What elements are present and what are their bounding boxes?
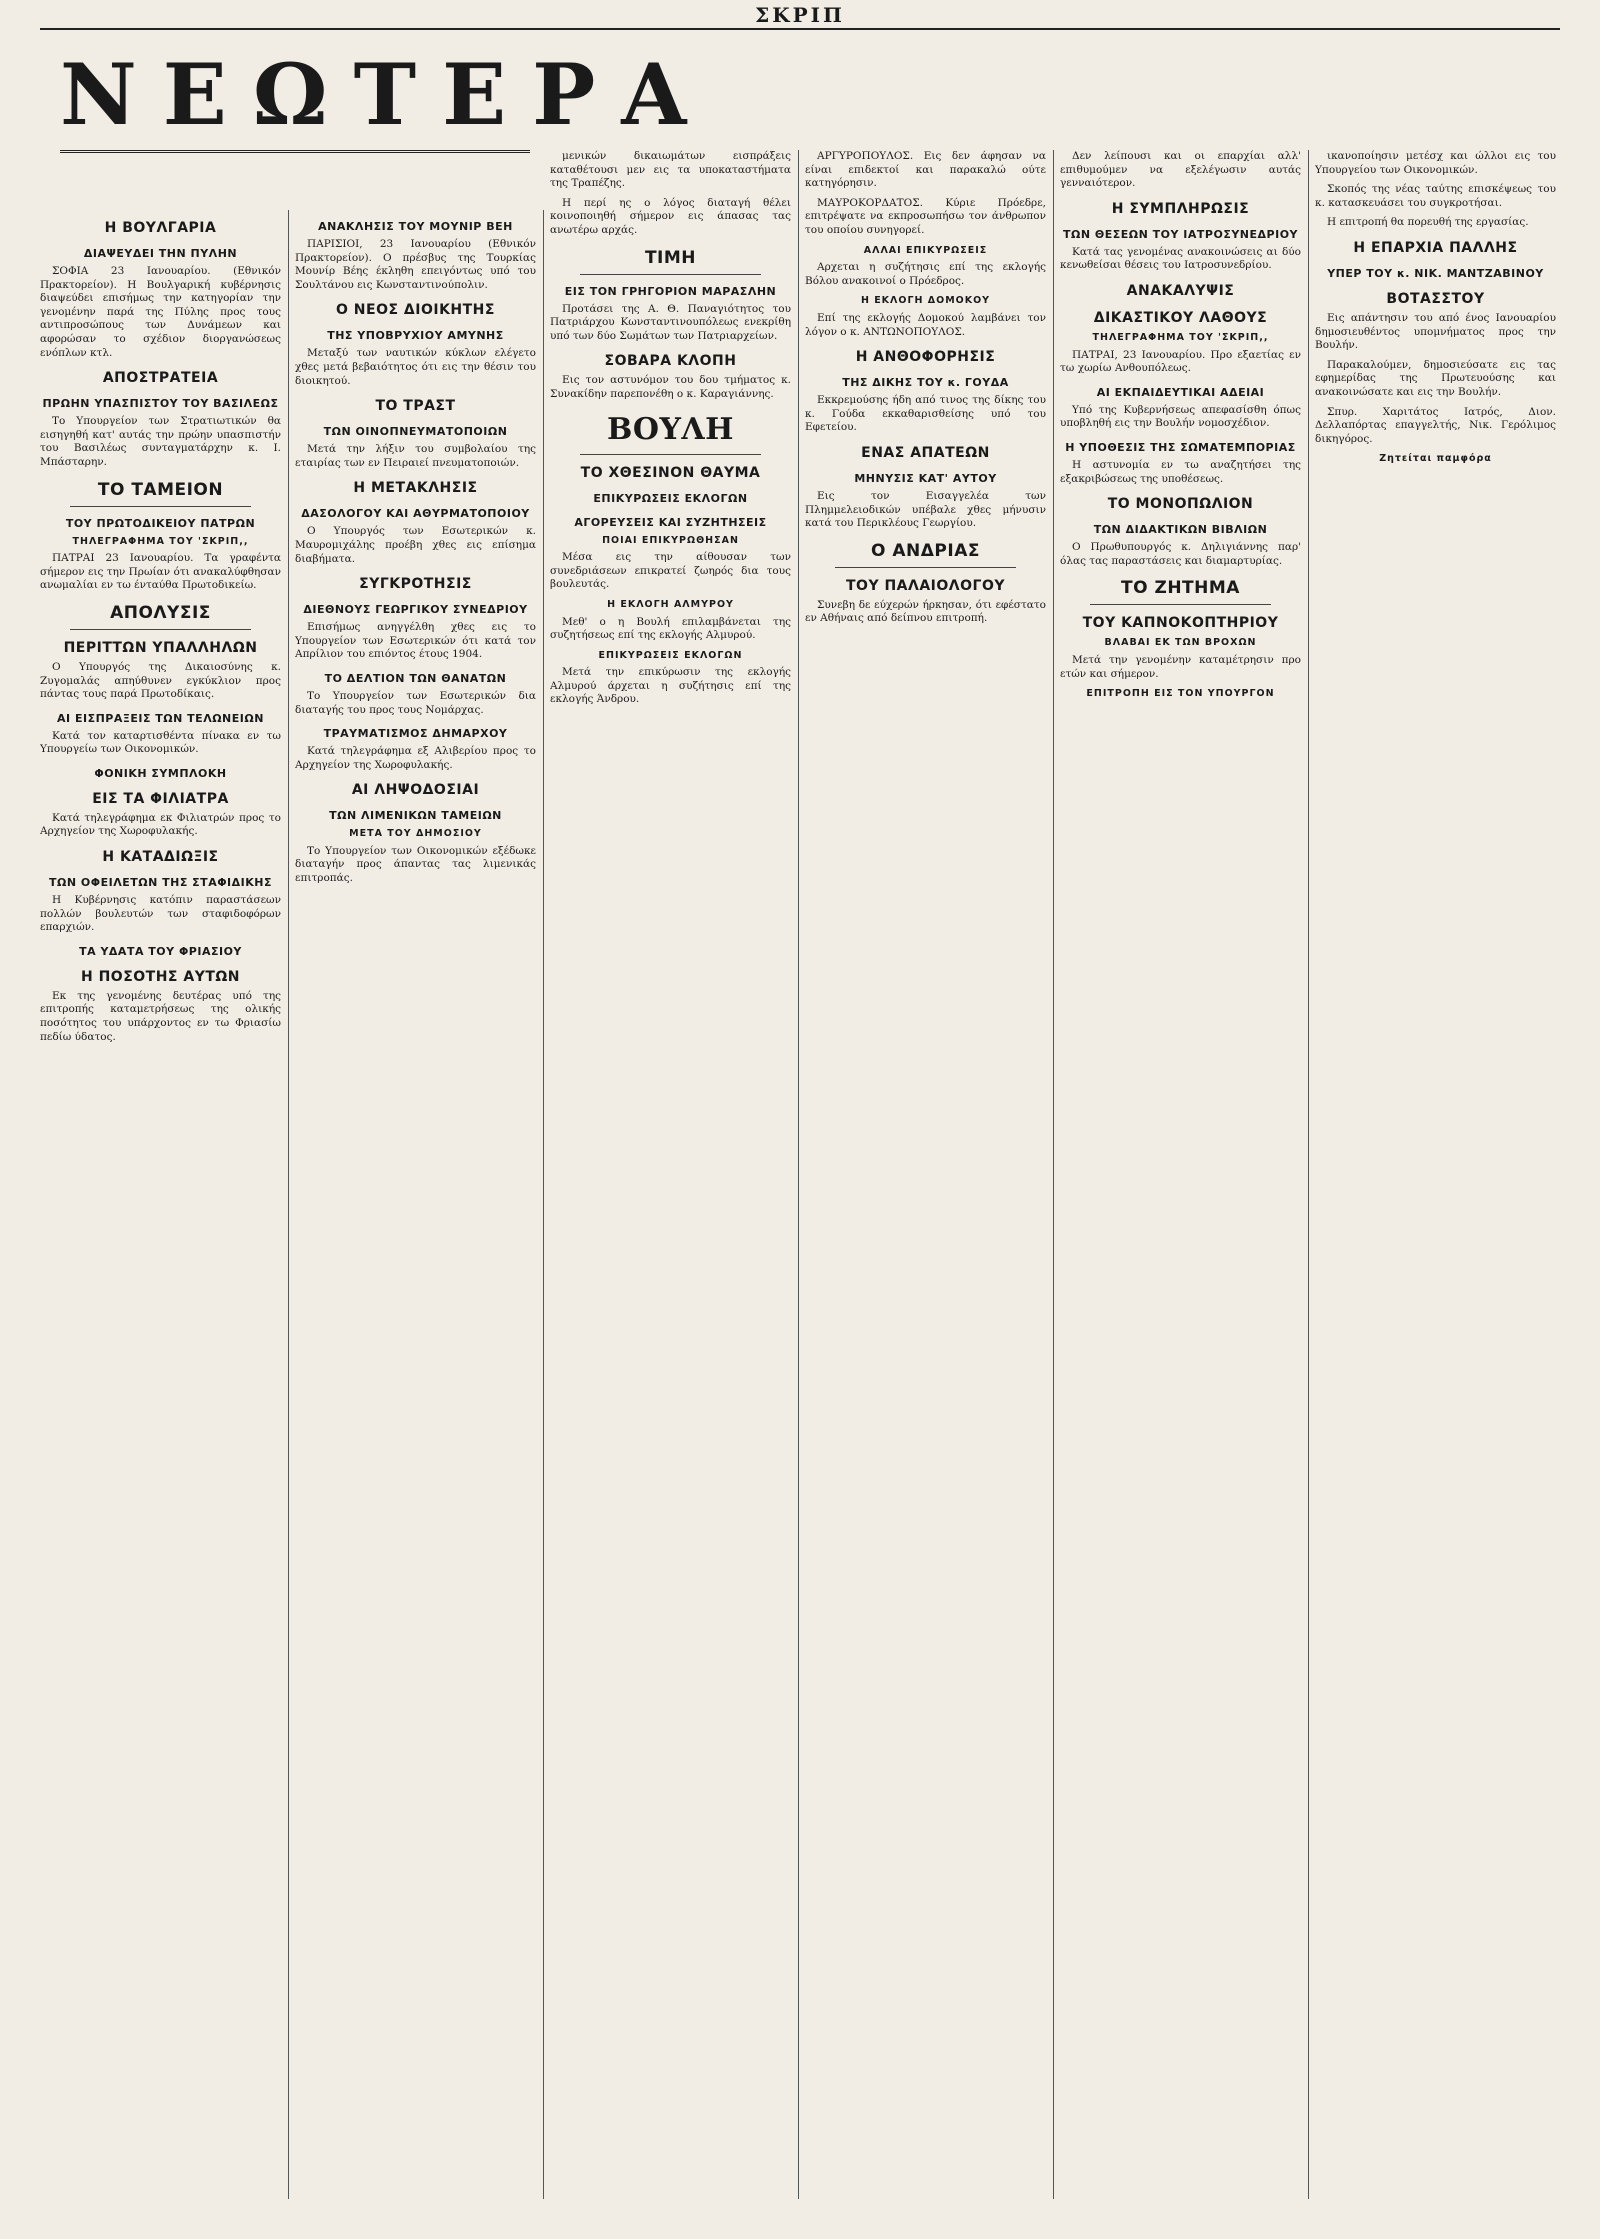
headline: Η ΠΟΣΟΤΗΣ ΑΥΤΩΝ (80, 968, 241, 985)
article-text: ΠΑΡΙΣΙΟΙ, 23 Ιανουαρίου (Εθνικόν Πρακτορείον). Ο πρέσβυς της Τουρκίας Μουνίρ Βέης έκληθη επειγόντως υπό του Σουλτάνου εις Κωνσταντινούπολιν. (295, 238, 536, 291)
article-text: Κατά τας γενομένας ανακοινώσεις αι δύο κενωθείσαι θέσεις του Ιατροσυνεδρίου. (1060, 245, 1301, 272)
headline: ΤΩΝ ΘΕΣΕΩΝ ΤΟΥ ΙΑΤΡΟΣΥΝΕΔΡΙΟΥ (1062, 227, 1299, 241)
headline: ΤΟ ΖΗΤΗΜΑ (1121, 578, 1240, 599)
headline: ΤΩΝ ΟΦΕΙΛΕΤΩΝ ΤΗΣ ΣΤΑΦΙΔΙΚΗΣ (49, 876, 272, 890)
article-text: Σπυρ. Χαριτάτος Ιατρός, Διον. Δελλαπόρτας επαγγελτής, Νικ. Γερόλιμος δικηγόρος. (1315, 405, 1556, 445)
subheading: ΑΛΛΑΙ ΕΠΙΚΥΡΩΣΕΙΣ (863, 244, 988, 256)
article-text: Εις απάντησιν του από ένος Ιανουαρίου δημοσιευθέντος υπομνήματος προς την Βουλήν. (1315, 311, 1556, 352)
subheading: ΕΠΙΤΡΟΠΗ ΕΙΣ ΤΟΝ ΥΠΟΥΡΓΟΝ (1086, 688, 1275, 700)
headline: ΣΟΒΑΡΑ ΚΛΟΠΗ (604, 353, 737, 370)
article-text: ΣΟΦΙΑ 23 Ιανουαρίου. (Εθνικόν Πρακτορείον). Η Βουλγαρική κυβέρνησις διαψεύδει επισήμως την κατηγορίαν την γενομένην παρά της Πύλης προς τους αντιπροσώπους των Δυνάμεων και αφορώσαν το σχέδιον διοργανώσεως ενόπλων κτλ. (40, 265, 281, 359)
article-text: Η αστυνομία εν τω αναζητήσει της εξακριβώσεως της υποθέσεως. (1060, 458, 1301, 485)
headline: ΤΗΣ ΥΠΟΒΡΥΧΙΟΥ ΑΜΥΝΗΣ (327, 329, 504, 343)
headline: Η ΒΟΥΛΓΑΡΙΑ (104, 220, 217, 236)
article-text: Μεταξύ των ναυτικών κύκλων ελέγετο χθες μετά βεβαιότητος ότι εις την θέσιν του διοικητού. (295, 347, 536, 387)
headline: ΤΟ ΤΑΜΕΙΟΝ (97, 479, 224, 500)
article-text: Ο Πρωθυπουργός κ. Δηλιγιάννης παρ' όλας τας παραστάσεις και διαμαρτυρίας. (1060, 541, 1301, 567)
column-rule (543, 210, 544, 2199)
column-rule (1053, 150, 1054, 2199)
headline: Η ΕΠΑΡΧΙΑ ΠΑΛΛΗΣ (1353, 239, 1518, 256)
headline: ΣΥΓΚΡΟΤΗΣΙΣ (359, 576, 472, 593)
headline: ΒΟΥΛΗ (606, 411, 735, 447)
headline: ΑΠΟΛΥΣΙΣ (110, 602, 211, 623)
headline: ΤΩΝ ΔΙΔΑΚΤΙΚΩΝ ΒΙΒΛΙΩΝ (1093, 523, 1268, 537)
article-text: Μετά την επικύρωσιν της εκλογής Αλμυρού άρχεται η συζήτησις επί της εκλογής Άνδρου. (550, 666, 791, 706)
headline: ΤΟ ΧΘΕΣΙΝΟΝ ΘΑΥΜΑ (580, 464, 761, 481)
article-text: Δεν λείπουσι και οι επαρχίαι αλλ' επιθυμούμεν να εξελέγωσιν αυτάς γενναιότερον. (1060, 150, 1301, 190)
headline: ΤΟΥ ΠΑΛΑΙΟΛΟΓΟΥ (846, 577, 1005, 594)
headline: Η ΜΕΤΑΚΛΗΣΙΣ (353, 480, 478, 497)
headline: ΤΗΣ ΔΙΚΗΣ ΤΟΥ κ. ΓΟΥΔΑ (842, 376, 1009, 390)
article-text: Ο Υπουργός της Δικαιοσύνης κ. Ζυγομαλάς απηύθυνεν εγκύκλιον προς πάντας τους παρά Πρωτοδίκαις. (40, 660, 281, 701)
headline: ΑΓΟΡΕΥΣΕΙΣ ΚΑΙ ΣΥΖΗΤΗΣΕΙΣ (574, 515, 767, 529)
headline: ΕΙΣ ΤΑ ΦΙΛΙΑΤΡΑ (92, 790, 229, 807)
article-text: Εις τον Εισαγγελέα των Πλημμελειοδικών υπέβαλε χθες μήνυσιν κατά του Περικλέους Γεωργίου. (805, 489, 1046, 530)
article-text: ικανοποίησιν μετέσχ και ώλλοι εις του Υπουργείου των Οικονομικών. (1315, 150, 1556, 176)
article-text: Προτάσει της Α. Θ. Παναγιότητος του Πατριάρχου Κωνσταντινουπόλεως ενεκρίθη υπό των δύο Σωμάτων των Πατριαρχείων. (550, 302, 791, 342)
headline: ΤΟ ΤΡΑΣΤ (375, 398, 456, 415)
headline: ΑΙ ΕΙΣΠΡΑΞΕΙΣ ΤΩΝ ΤΕΛΩΝΕΙΩΝ (57, 711, 264, 725)
headline: ΦΟΝΙΚΗ ΣΥΜΠΛΟΚΗ (94, 766, 227, 780)
article-text: Συνεβη δε εύχερών ήρκησαν, ότι εφέστατο εν Αθήναις από δείπνου επιτροπή. (805, 598, 1046, 625)
article-text: Μεθ' ο η Βουλή επιλαμβάνεται της συζητήσεως επί της εκλογής Αλμυρού. (550, 615, 791, 642)
column-3 (550, 150, 791, 2199)
article-text: Το Υπουργείον των Εσωτερικών δια διαταγής του προς τους Νομάρχας. (295, 689, 536, 716)
headline: ΤΟ ΔΕΛΤΙΟΝ ΤΩΝ ΘΑΝΑΤΩΝ (324, 671, 507, 685)
article-text: ΠΑΤΡΑΙ, 23 Ιανουαρίου. Προ εξαετίας εν τω χωρίω Ανθουπόλεως. (1060, 348, 1301, 375)
article-text: Κατά τηλεγράφημα εξ Αλιβερίου προς το Αρχηγείον της Χωροφυλακής. (295, 745, 536, 771)
article-text: ΠΑΤΡΑΙ 23 Ιανουαρίου. Τα γραφέντα σήμερον εις την Πρωίαν ότι ανακαλύφθησαν ανωμαλίαι εν τω ένταύθα Πρωτοδικείω. (40, 552, 281, 592)
article-text: Επί της εκλογής Δομοκού λαμβάνει τον λόγον ο κ. ΑΝΤΩΝΟΠΟΥΛΟΣ. (805, 311, 1046, 338)
article-text: Μετά την λήξιν του συμβολαίου της εταιρίας των εν Πειραιεί πνευματοποιών. (295, 443, 536, 469)
article-text: Επισήμως ανηγγέλθη χθες εις το Υπουργείον των Εσωτερικών ότι κατά τον Απρίλιον του επιόντος έτους 1904. (295, 621, 536, 661)
article-text: Ο Υπουργός των Εσωτερικών κ. Μαυρομιχάλης προέβη χθες εις επίσημα διαβήματα. (295, 525, 536, 565)
article-text: Κατά τηλεγράφημα εκ Φιλιατρών προς το Αρχηγείον της Χωροφυλακής. (40, 811, 281, 838)
headline: ΕΠΙΚΥΡΩΣΕΙΣ ΕΚΛΟΓΩΝ (593, 491, 748, 505)
subheading: ΕΠΙΚΥΡΩΣΕΙΣ ΕΚΛΟΓΩΝ (598, 649, 743, 661)
article-text: Η επιτροπή θα πορευθή της εργασίας. (1327, 216, 1529, 229)
headline: ΤΩΝ ΟΙΝΟΠΝΕΥΜΑΤΟΠΟΙΩΝ (323, 425, 508, 439)
divider (580, 274, 761, 275)
article-text: Σκοπός της νέας ταύτης επισκέψεως του κ. κατασκευάσει του συγκροτήσαι. (1315, 183, 1556, 209)
columns (40, 150, 1560, 2199)
headline: Η ΑΝΘΟΦΟΡΗΣΙΣ (855, 349, 996, 366)
column-rule (1308, 150, 1309, 2199)
headline: ΑΝΑΚΑΛΥΨΙΣ (1126, 282, 1235, 299)
subheading: ΒΛΑΒΑΙ ΕΚ ΤΩΝ ΒΡΟΧΩΝ (1104, 637, 1257, 649)
column-5 (1060, 150, 1301, 2199)
headline: ΥΠΕΡ ΤΟΥ κ. ΝΙΚ. ΜΑΝΤΖΑΒΙΝΟΥ (1327, 266, 1544, 280)
divider (70, 506, 251, 507)
subheading: Ζητείται παμφόρα (1379, 453, 1492, 465)
article-text: μενικών δικαιωμάτων εισπράξεις καταθέτουσι μεν εις τα υποκαταστήματα της Τραπέζης. (550, 150, 791, 190)
subheading: Η ΕΚΛΟΓΗ ΑΛΜΥΡΟΥ (607, 598, 734, 610)
divider (70, 629, 251, 630)
headline: ΜΗΝΥΣΙΣ ΚΑΤ' ΑΥΤΟΥ (854, 471, 997, 485)
article-text: Η Κυβέρνησις κατόπιν παραστάσεων πολλών βουλευτών των σταφιδοφόρων επαρχιών. (40, 894, 281, 934)
headline: ΔΙΚΑΣΤΙΚΟΥ ΛΑΘΟΥΣ (1093, 309, 1268, 326)
divider (1090, 604, 1271, 605)
article-text: Παρακαλούμεν, δημοσιεύσατε εις τας εφημερίδας της Πρωτευούσης και ανακοινώσατε και εις την Βουλήν. (1315, 358, 1556, 398)
masthead-title: ΝΕΩΤΕΡΑ (60, 40, 530, 153)
article-text: Το Υπουργείον των Στρατιωτικών θα εισηγηθή κατ' αυτάς την πρώην υπασπιστήν του Βασιλέως συνταγματάρχην κ. Ι. Μπάσταρην. (40, 415, 281, 468)
article-text: ΜΑΥΡΟΚΟΡΔΑΤΟΣ. Κύριε Πρόεδρε, επιτρέψατε να εκπροσωπήσω τον άνθρωπον του οποίου συνηγορεί. (805, 196, 1046, 236)
subheading: ΤΗΛΕΓΡΑΦΗΜΑ ΤΟΥ 'ΣΚΡΙΠ,, (72, 535, 249, 547)
headline: ΤΟ ΜΟΝΟΠΩΛΙΟΝ (1107, 496, 1254, 513)
article-text: Μέσα εις την αίθουσαν των συνεδριάσεων επικρατεί ζωηρός δια τους βουλευτάς. (550, 551, 791, 591)
article-text: Μετά την γενομένην καταμέτρησιν προ ετών και σήμερον. (1060, 653, 1301, 680)
divider (580, 454, 761, 455)
article-text: Αρχεται η συζήτησις επί της εκλογής Βόλου ανακοινοί ο Πρόεδρος. (805, 261, 1046, 287)
divider (835, 567, 1016, 568)
article-text: Εκ της γενομένης δευτέρας υπό της επιτροπής καταμετρήσεως της ολικής ποσότητος του υπάρχοντος εν τω Φριασίω πεδίω ύδατος. (40, 989, 281, 1043)
subheading: ΜΕΤΑ ΤΟΥ ΔΗΜΟΣΙΟΥ (349, 828, 482, 840)
headline: ΔΙΕΘΝΟΥΣ ΓΕΩΡΓΙΚΟΥ ΣΥΝΕΔΡΙΟΥ (303, 603, 528, 617)
headline: Ο ΑΝΔΡΙΑΣ (871, 540, 980, 561)
headline: ΤΩΝ ΛΙΜΕΝΙΚΩΝ ΤΑΜΕΙΩΝ (329, 809, 502, 823)
column-1 (40, 210, 281, 2199)
headline: ΤΙΜΗ (644, 247, 697, 268)
headline: ΑΙ ΛΗΨΟΔΟΣΙΑΙ (351, 782, 480, 799)
column-4 (805, 150, 1046, 2199)
headline: ΤΑ ΥΔΑΤΑ ΤΟΥ ΦΡΙΑΣΙΟΥ (79, 944, 242, 958)
article-text: Υπό της Κυβερνήσεως απεφασίσθη όπως υποβληθή εις την Βουλήν νομοσχέδιον. (1060, 403, 1301, 430)
headline: ΕΝΑΣ ΑΠΑΤΕΩΝ (861, 444, 990, 461)
headline: ΔΑΣΟΛΟΓΟΥ ΚΑΙ ΑΘΥΡΜΑΤΟΠΟΙΟΥ (301, 507, 530, 521)
headline: ΑΝΑΚΛΗΣΙΣ ΤΟΥ ΜΟΥΝΙΡ ΒΕΗ (318, 220, 513, 233)
column-rule (288, 210, 289, 2199)
column-rule (798, 150, 799, 2199)
subheading: ΤΗΛΕΓΡΑΦΗΜΑ ΤΟΥ 'ΣΚΡΙΠ,, (1092, 331, 1269, 343)
column-6 (1315, 150, 1556, 2199)
headline: ΤΟΥ ΠΡΩΤΟΔΙΚΕΙΟΥ ΠΑΤΡΩΝ (65, 516, 256, 530)
article-text: Η περί ης ο λόγος διαταγή θέλει κοινοποιηθή σήμερον εις άπασας τας ανωτέρω αρχάς. (550, 196, 791, 236)
article-text: Εκκρεμούσης ήδη από τινος της δίκης του κ. Γούδα εκκαθαρισθείσης υπό του Εφετείου. (805, 394, 1046, 434)
paper-name: ΣΚΡΙΠ (755, 3, 845, 27)
headline: Η ΚΑΤΑΔΙΩΞΙΣ (102, 849, 219, 866)
headline: ΤΟΥ ΚΑΠΝΟΚΟΠΤΗΡΙΟΥ (1082, 615, 1279, 632)
headline: Η ΣΥΜΠΛΗΡΩΣΙΣ (1111, 200, 1250, 217)
headline: ΤΡΑΥΜΑΤΙΣΜΟΣ ΔΗΜΑΡΧΟΥ (323, 727, 508, 741)
headline: Ο ΝΕΟΣ ΔΙΟΙΚΗΤΗΣ (336, 302, 495, 319)
subheading: Η ΕΚΛΟΓΗ ΔΟΜΟΚΟΥ (860, 295, 991, 307)
headline: ΔΙΑΨΕΥΔΕΙ ΤΗΝ ΠΥΛΗΝ (83, 247, 238, 260)
headline: ΑΠΟΣΤΡΑΤΕΙΑ (102, 370, 219, 387)
column-2 (295, 210, 536, 2199)
article-text: Το Υπουργείον των Οικονομικών εξέδωκε διαταγήν προς άπαντας τας λιμενικάς επιτροπάς. (295, 844, 536, 885)
headline: ΑΙ ΕΚΠΑΙΔΕΥΤΙΚΑΙ ΑΔΕΙΑΙ (1096, 385, 1265, 399)
headline: Η ΥΠΟΘΕΣΙΣ ΤΗΣ ΣΩΜΑΤΕΜΠΟΡΙΑΣ (1065, 440, 1296, 454)
subheading: ΠΟΙΑΙ ΕΠΙΚΥΡΩΘΗΣΑΝ (602, 534, 739, 546)
article-text: Κατά τον καταρτισθέντα πίνακα εν τω Υπουργείω των Οικονομικών. (40, 729, 281, 756)
top-bar (40, 3, 1560, 30)
article-text: Εις τον αστυνόμον του δου τμήματος κ. Συνακίδην παρεπονέθη ο κ. Καραγιάννης. (550, 374, 791, 400)
headline: ΕΙΣ ΤΟΝ ΓΡΗΓΟΡΙΟΝ ΜΑΡΑΣΛΗΝ (564, 284, 777, 298)
article-text: ΑΡΓΥΡΟΠΟΥΛΟΣ. Εις δεν άφησαν να είναι επιδεκτοί και παρακαλώ ούτε κατηγόρησιν. (805, 150, 1046, 190)
headline: ΠΡΩΗΝ ΥΠΑΣΠΙΣΤΟΥ ΤΟΥ ΒΑΣΙΛΕΩΣ (42, 397, 279, 411)
headline: ΠΕΡΙΤΤΩΝ ΥΠΑΛΛΗΛΩΝ (63, 639, 258, 656)
headline: ΒΟΤΑΣΣΤΟΥ (1386, 290, 1485, 307)
